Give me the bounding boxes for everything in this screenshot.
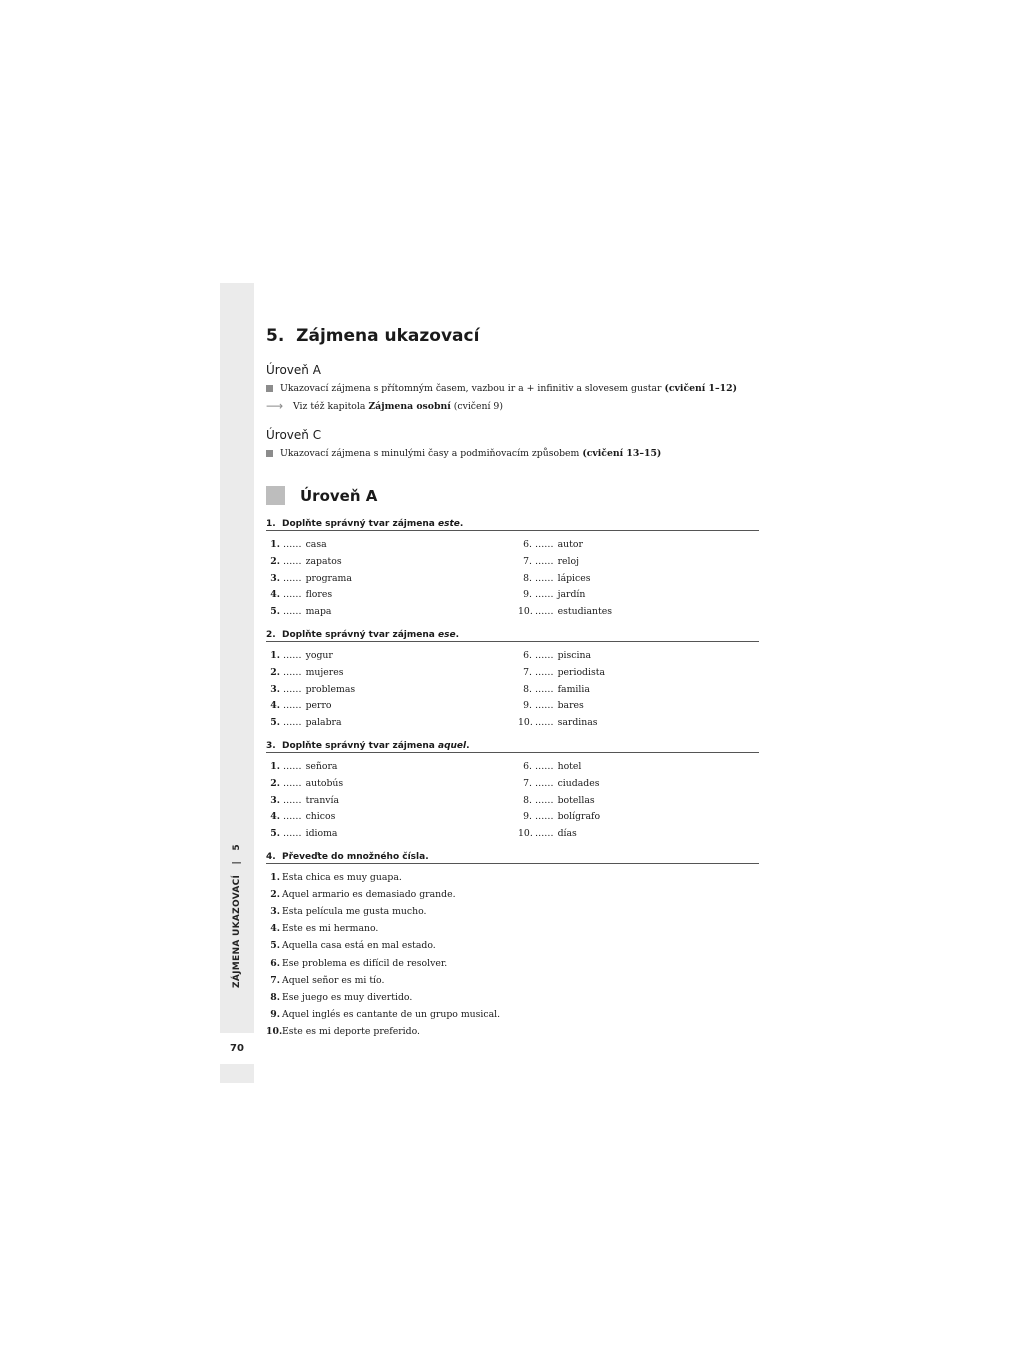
blank-dots: ……: [535, 828, 554, 840]
sentence-text: Este es mi deporte preferido.: [282, 1025, 420, 1037]
item-number: 2.: [270, 777, 280, 789]
item-number: 5.: [270, 606, 280, 618]
blank-dots: ……: [535, 761, 554, 772]
item-number: 4.: [270, 923, 280, 935]
exercise-item: [518, 810, 600, 824]
item-number: 10.: [518, 606, 533, 618]
exercise-item: [518, 760, 581, 774]
item-word: tranvía: [305, 794, 340, 806]
item-number: 8.: [270, 991, 280, 1003]
item-number: 1.: [270, 650, 280, 661]
blank-dots: ……: [535, 606, 554, 618]
sentence-item: [266, 1025, 420, 1039]
blank-dots: ……: [535, 650, 554, 661]
blank-dots: ……: [535, 555, 554, 567]
exercise-instruction: Doplňte správný tvar zájmena: [281, 741, 435, 751]
item-word: periodista: [557, 666, 606, 678]
blank-dots: ……: [283, 683, 302, 695]
exercise-item: [518, 605, 612, 619]
sentence-text: Aquella casa está en mal estado.: [282, 940, 436, 952]
summary-level-c-line: [266, 448, 661, 459]
blank-dots: ……: [283, 555, 302, 567]
blank-dots: ……: [283, 717, 302, 729]
sentence-item: [266, 974, 384, 988]
sentence-item: [266, 1008, 500, 1022]
sentence-item: [266, 922, 378, 936]
item-number: 3.: [270, 906, 280, 918]
exercise-item: [518, 588, 585, 602]
exercise-item: [518, 777, 599, 791]
exercise-pronoun: ese: [438, 630, 456, 640]
sentence-item: [266, 957, 447, 971]
item-word: programa: [305, 572, 352, 584]
item-number: 2.: [270, 555, 280, 567]
item-number: 5.: [270, 828, 280, 840]
chapter-number: 5.: [266, 326, 285, 346]
exercise-item: [270, 699, 332, 713]
item-word: autobús: [305, 777, 344, 789]
exercise-item: [518, 666, 605, 680]
exercise-item: [518, 683, 590, 697]
blank-dots: ……: [283, 761, 302, 772]
blank-dots: ……: [283, 650, 302, 661]
item-word: yogur: [305, 650, 333, 661]
exercise-item: [518, 538, 583, 552]
item-word: flores: [305, 589, 333, 601]
item-number: 10.: [266, 1025, 283, 1037]
item-number: 1.: [270, 872, 280, 883]
item-word: lápices: [557, 572, 591, 584]
item-word: reloj: [557, 555, 579, 567]
blank-dots: ……: [283, 700, 302, 712]
item-number: 1.: [270, 539, 280, 550]
blank-dots: ……: [283, 777, 302, 789]
exercise-item: [270, 572, 352, 586]
exercise-item: [270, 538, 327, 552]
exercise-item: [518, 794, 595, 808]
item-number: 9.: [270, 1008, 280, 1020]
item-number: 2.: [270, 666, 280, 678]
item-number: 8.: [523, 794, 532, 806]
item-word: botellas: [557, 794, 595, 806]
section-marker-icon: [266, 486, 285, 505]
blank-dots: ……: [535, 666, 554, 678]
item-number: 7.: [270, 974, 280, 986]
exercise-number: 2.: [266, 630, 276, 640]
item-number: 3.: [270, 683, 280, 695]
exercise-item: [518, 827, 577, 841]
exercise-3-title: 3. Doplňte správný tvar zájmena aquel.: [266, 741, 759, 753]
item-number: 10.: [518, 828, 533, 840]
item-word: piscina: [557, 650, 591, 661]
item-word: hotel: [557, 761, 582, 772]
exercise-number: 4.: [266, 852, 276, 862]
blank-dots: ……: [283, 589, 302, 601]
exercise-item: [270, 716, 342, 730]
exercise-4-title: [266, 852, 759, 864]
item-word: sardinas: [557, 717, 598, 729]
sentence-item: [266, 888, 456, 902]
item-number: 10.: [518, 717, 533, 729]
item-number: 1.: [270, 761, 280, 772]
square-bullet-icon: [266, 385, 273, 392]
item-word: ciudades: [557, 777, 600, 789]
item-word: jardín: [557, 589, 586, 601]
exercise-instruction: Doplňte správný tvar zájmena: [281, 519, 435, 529]
item-number: 8.: [523, 572, 532, 584]
exercise-item: [270, 760, 337, 774]
side-strip-bottom: [220, 1064, 254, 1083]
cross-ref-prefix: Viz též kapitola: [293, 401, 366, 412]
summary-level-a-heading: Úroveň A: [266, 363, 321, 377]
sentence-item: [266, 905, 426, 919]
page-number: 70: [230, 1043, 244, 1054]
item-number: 2.: [270, 889, 280, 901]
blank-dots: ……: [535, 811, 554, 823]
summary-text: Ukazovací zájmena s minulými časy a podmiňovacím způsobem: [280, 448, 580, 459]
blank-dots: ……: [535, 683, 554, 695]
exercise-number: 3.: [266, 741, 276, 751]
sentence-text: Aquel inglés es cantante de un grupo musical.: [282, 1008, 501, 1020]
item-number: 4.: [270, 589, 280, 601]
item-number: 3.: [270, 572, 280, 584]
exercise-item: [518, 555, 579, 569]
item-word: mapa: [305, 606, 332, 618]
cross-ref-chapter: Zájmena osobní: [368, 401, 451, 412]
sentence-text: Aquel armario es demasiado grande.: [282, 889, 456, 901]
sentence-item: [266, 871, 402, 885]
exercise-item: [270, 777, 343, 791]
blank-dots: ……: [535, 777, 554, 789]
exercise-1-title: 1. Doplňte správný tvar zájmena este.: [266, 519, 759, 531]
item-word: palabra: [305, 717, 342, 729]
item-word: bares: [557, 700, 584, 712]
item-number: 9.: [523, 811, 532, 823]
exercise-item: [270, 588, 332, 602]
sentence-text: Aquel señor es mi tío.: [282, 974, 385, 986]
item-number: 6.: [270, 957, 280, 969]
sentence-item: [266, 939, 436, 953]
blank-dots: ……: [535, 589, 554, 601]
arrow-right-icon: ⟶: [266, 399, 284, 413]
exercise-item: [518, 716, 598, 730]
exercise-pronoun: aquel: [438, 741, 467, 751]
sentence-item: [266, 991, 412, 1005]
sentence-text: Este es mi hermano.: [282, 923, 379, 935]
blank-dots: ……: [283, 539, 302, 550]
item-word: señora: [305, 761, 338, 772]
item-number: 4.: [270, 700, 280, 712]
item-number: 7.: [523, 777, 532, 789]
item-word: problemas: [305, 683, 356, 695]
item-number: 8.: [523, 683, 532, 695]
exercise-pronoun: este: [438, 519, 460, 529]
exercise-number: 1.: [266, 519, 276, 529]
exercise-item: [270, 683, 355, 697]
blank-dots: ……: [535, 539, 554, 550]
sentence-text: Ese juego es muy divertido.: [282, 991, 413, 1003]
exercise-item: [518, 699, 584, 713]
exercise-item: [270, 794, 339, 808]
exercise-item: [270, 810, 335, 824]
item-number: 7.: [523, 555, 532, 567]
summary-exercise-range: (cvičení 13–15): [582, 448, 662, 459]
item-number: 7.: [523, 666, 532, 678]
exercise-item: [270, 555, 342, 569]
summary-level-a-line: [266, 383, 737, 394]
item-number: 9.: [523, 700, 532, 712]
exercise-instruction: Převeďte do množného čísla.: [281, 852, 429, 862]
cross-ref-suffix: (cvičení 9): [453, 401, 503, 412]
item-number: 9.: [523, 589, 532, 601]
blank-dots: ……: [283, 666, 302, 678]
summary-text: Ukazovací zájmena s přítomným časem, vazbou ir a + infinitiv a slovesem gustar: [280, 383, 662, 394]
item-word: autor: [557, 539, 583, 550]
blank-dots: ……: [283, 828, 302, 840]
sentence-text: Esta chica es muy guapa.: [282, 872, 402, 883]
blank-dots: ……: [535, 572, 554, 584]
side-chapter-label: ZÁJMENA UKAZOVACÍ | 5: [232, 844, 242, 988]
item-number: 6.: [523, 761, 532, 772]
summary-level-c-heading: Úroveň C: [266, 428, 322, 442]
exercise-item: [518, 649, 591, 663]
item-word: zapatos: [305, 555, 342, 567]
exercise-item: [270, 666, 344, 680]
exercise-instruction: Doplňte správný tvar zájmena: [281, 630, 435, 640]
item-number: 6.: [523, 650, 532, 661]
blank-dots: ……: [283, 794, 302, 806]
item-number: 5.: [270, 940, 280, 952]
item-number: 3.: [270, 794, 280, 806]
sentence-text: Ese problema es difícil de resolver.: [282, 957, 448, 969]
item-word: casa: [305, 539, 327, 550]
chapter-name: Zájmena ukazovací: [296, 326, 480, 346]
blank-dots: ……: [283, 811, 302, 823]
summary-cross-reference: [266, 401, 503, 412]
blank-dots: ……: [535, 717, 554, 729]
section-heading: [266, 486, 377, 505]
item-word: chicos: [305, 811, 336, 823]
item-number: 5.: [270, 717, 280, 729]
exercise-2-title: 2. Doplňte správný tvar zájmena ese.: [266, 630, 759, 642]
blank-dots: ……: [535, 700, 554, 712]
exercise-item: [270, 827, 337, 841]
blank-dots: ……: [283, 606, 302, 618]
blank-dots: ……: [535, 794, 554, 806]
exercise-item: [518, 572, 591, 586]
exercise-item: [270, 649, 333, 663]
item-number: 6.: [523, 539, 532, 550]
summary-exercise-range: (cvičení 1–12): [664, 383, 738, 394]
item-word: idioma: [305, 828, 338, 840]
item-word: días: [557, 828, 577, 840]
section-title: Úroveň A: [300, 486, 378, 505]
exercise-item: [270, 605, 331, 619]
item-word: familia: [557, 683, 590, 695]
sentence-text: Esta película me gusta mucho.: [282, 906, 427, 918]
item-word: perro: [305, 700, 332, 712]
chapter-title: [266, 326, 479, 346]
item-word: mujeres: [305, 666, 344, 678]
blank-dots: ……: [283, 572, 302, 584]
square-bullet-icon: [266, 450, 273, 457]
item-word: estudiantes: [557, 606, 613, 618]
item-number: 4.: [270, 811, 280, 823]
item-word: bolígrafo: [557, 811, 601, 823]
